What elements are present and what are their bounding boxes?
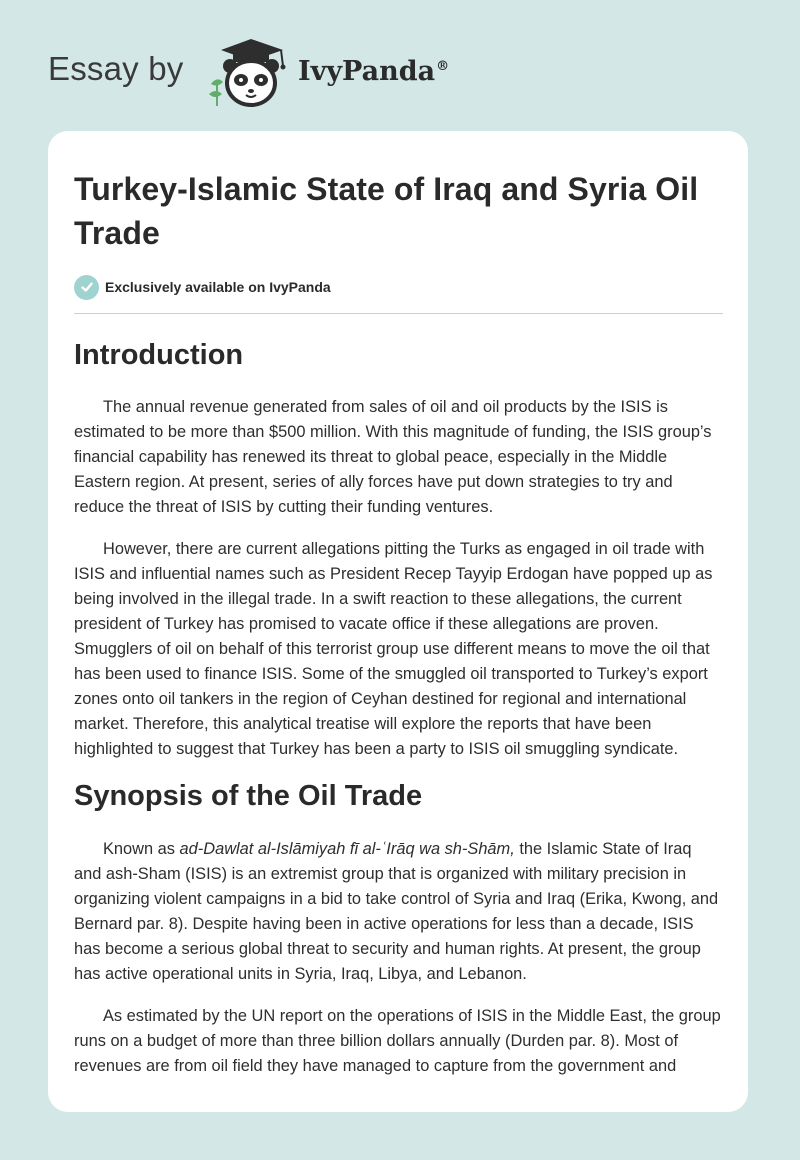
section-heading: Introduction [74, 339, 244, 371]
exclusive-label: Exclusively available on IvyPanda [105, 279, 331, 295]
brand-name-text: IvyPanda [298, 56, 436, 87]
panda-logo-icon [203, 36, 293, 110]
check-icon [74, 275, 99, 300]
essay-title: Turkey-Islamic State of Iraq and Syria Oil Trade [74, 171, 699, 251]
paragraph-rest: the Islamic State of Iraq and ash-Sham (ISIS) is an extremist group that is organized with military precision in organizing violent campaigns in a bid to take control of Syria and Iraq (Erika, Kwong, and Bernard par. 8). Despite having been in active operations for less than a decade, ISIS has become a serious global threat to security and human rights. At present, the group has active operational units in Syria, Iraq, Libya, and Lebanon. [74, 840, 719, 983]
paragraph: As estimated by the UN report on the operations of ISIS in the Middle East, the group runs on a budget of more than three billion dollars annually (Durden par. 8). Most of revenues are from oil field they have managed to capture from the government and [74, 1007, 721, 1075]
paragraph: However, there are current allegations pitting the Turks as engaged in oil trade with ISIS and influential names such as President Recep Tayyip Erdogan have popped up as being involved in the illegal trade. In a swift reaction to these allegations, the current president of Turkey has promised to vacate office if these allegations are proven. Smugglers of oil on behalf of this terrorist group use different means to move the oil that has been used to finance ISIS. Some of the smuggled oil transported to Turkey’s export zones onto oil tankers in the region of Ceyhan destined for regional and international market. Therefore, this analytical treatise will explore the reports that have been highlighted to suggest that Turkey has been a party to ISIS oil smuggling syndicate. [74, 540, 713, 758]
section-heading: Synopsis of the Oil Trade [74, 780, 423, 812]
divider [74, 313, 723, 314]
paragraph [74, 837, 723, 987]
exclusive-badge [74, 273, 723, 301]
essay-card [48, 131, 748, 1112]
site-header [48, 34, 508, 114]
brand-name [298, 56, 449, 87]
paragraph-lead: Known as [103, 840, 180, 858]
arabic-name-italic: ad-Dawlat al-Islāmiyah fī al-ʿIrāq wa sh-Shām, [179, 840, 515, 858]
registered-mark: ® [436, 59, 450, 74]
essay-content [74, 167, 723, 1079]
paragraph: The annual revenue generated from sales of oil and oil products by the ISIS is estimated to be more than $500 million. With this magnitude of funding, the ISIS group’s financial capability has renewed its threat to global peace, especially in the Middle Eastern region. At present, series of ally forces have put down strategies to try and reduce the threat of ISIS by cutting their funding ventures. [74, 398, 712, 516]
essay-by-label: Essay by [48, 50, 184, 87]
